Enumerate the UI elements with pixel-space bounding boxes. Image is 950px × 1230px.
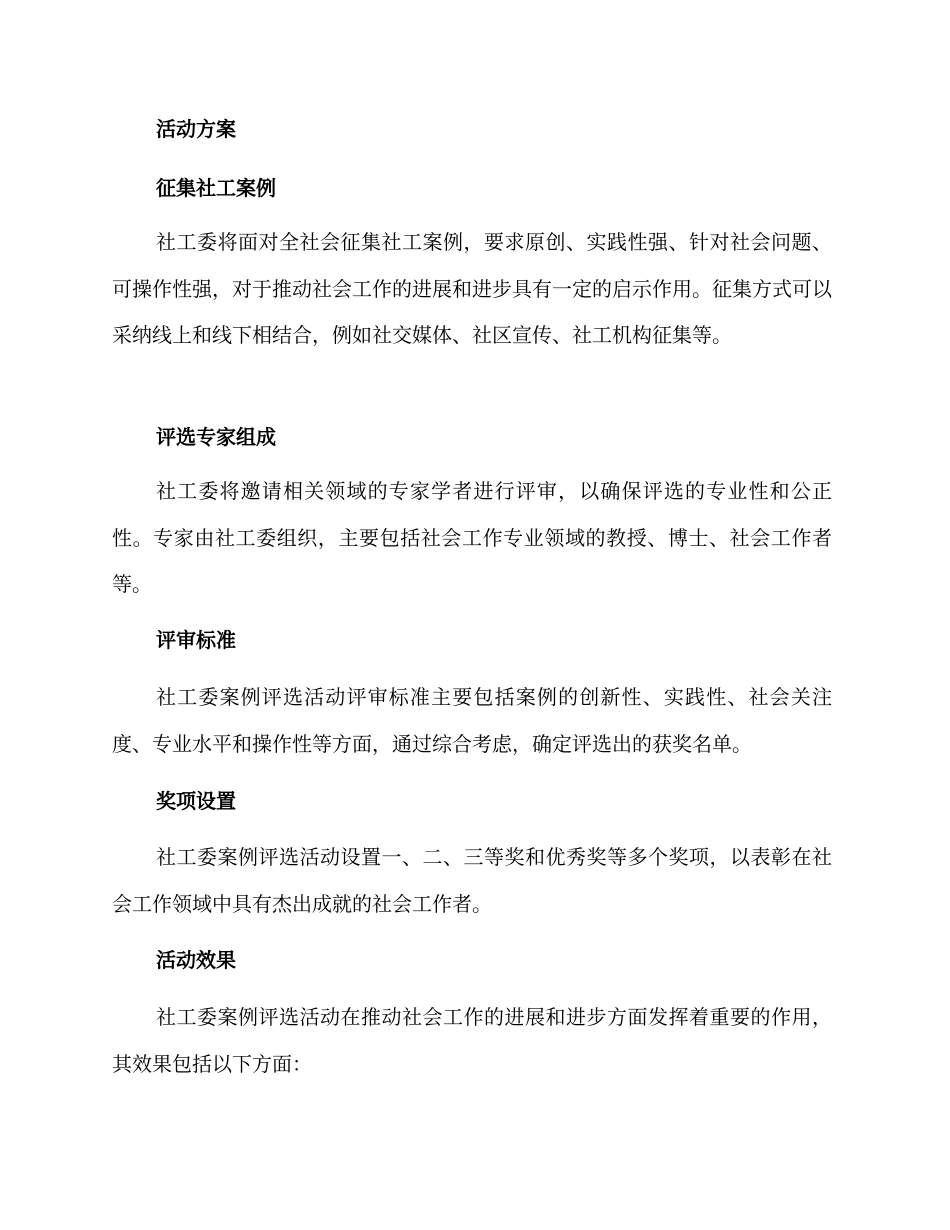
section-paragraph: 社工委案例评选活动在推动社会工作的进展和进步方面发挥着重要的作用，其效果包括以下方面： [112,1005,832,1076]
document-title: 活动方案 [156,117,236,141]
section-paragraph: 社工委案例评选活动评审标准主要包括案例的创新性、实践性、社会关注度、专业水平和操作性等方面，通过综合考虑，确定评选出的获奖名单。 [112,685,832,756]
section-heading: 奖项设置 [156,789,236,813]
section-heading: 征集社工案例 [156,176,276,200]
section-paragraph: 社工委将面对全社会征集社工案例，要求原创、实践性强、针对社会问题、可操作性强，对于推动社会工作的进展和进步具有一定的启示作用。征集方式可以采纳线上和线下相结合，例如社交媒体、社区宣传、社工机构征集等。 [112,230,832,347]
section-paragraph: 社工委案例评选活动设置一、二、三等奖和优秀奖等多个奖项，以表彰在社会工作领域中具有杰出成就的社会工作者。 [112,845,832,916]
section-heading: 评审标准 [156,628,236,652]
section-heading: 评选专家组成 [156,425,276,449]
section-heading: 活动效果 [156,948,236,972]
section-paragraph: 社工委将邀请相关领域的专家学者进行评审，以确保评选的专业性和公正性。专家由社工委组织，主要包括社会工作专业领域的教授、博士、社会工作者等。 [112,479,832,596]
